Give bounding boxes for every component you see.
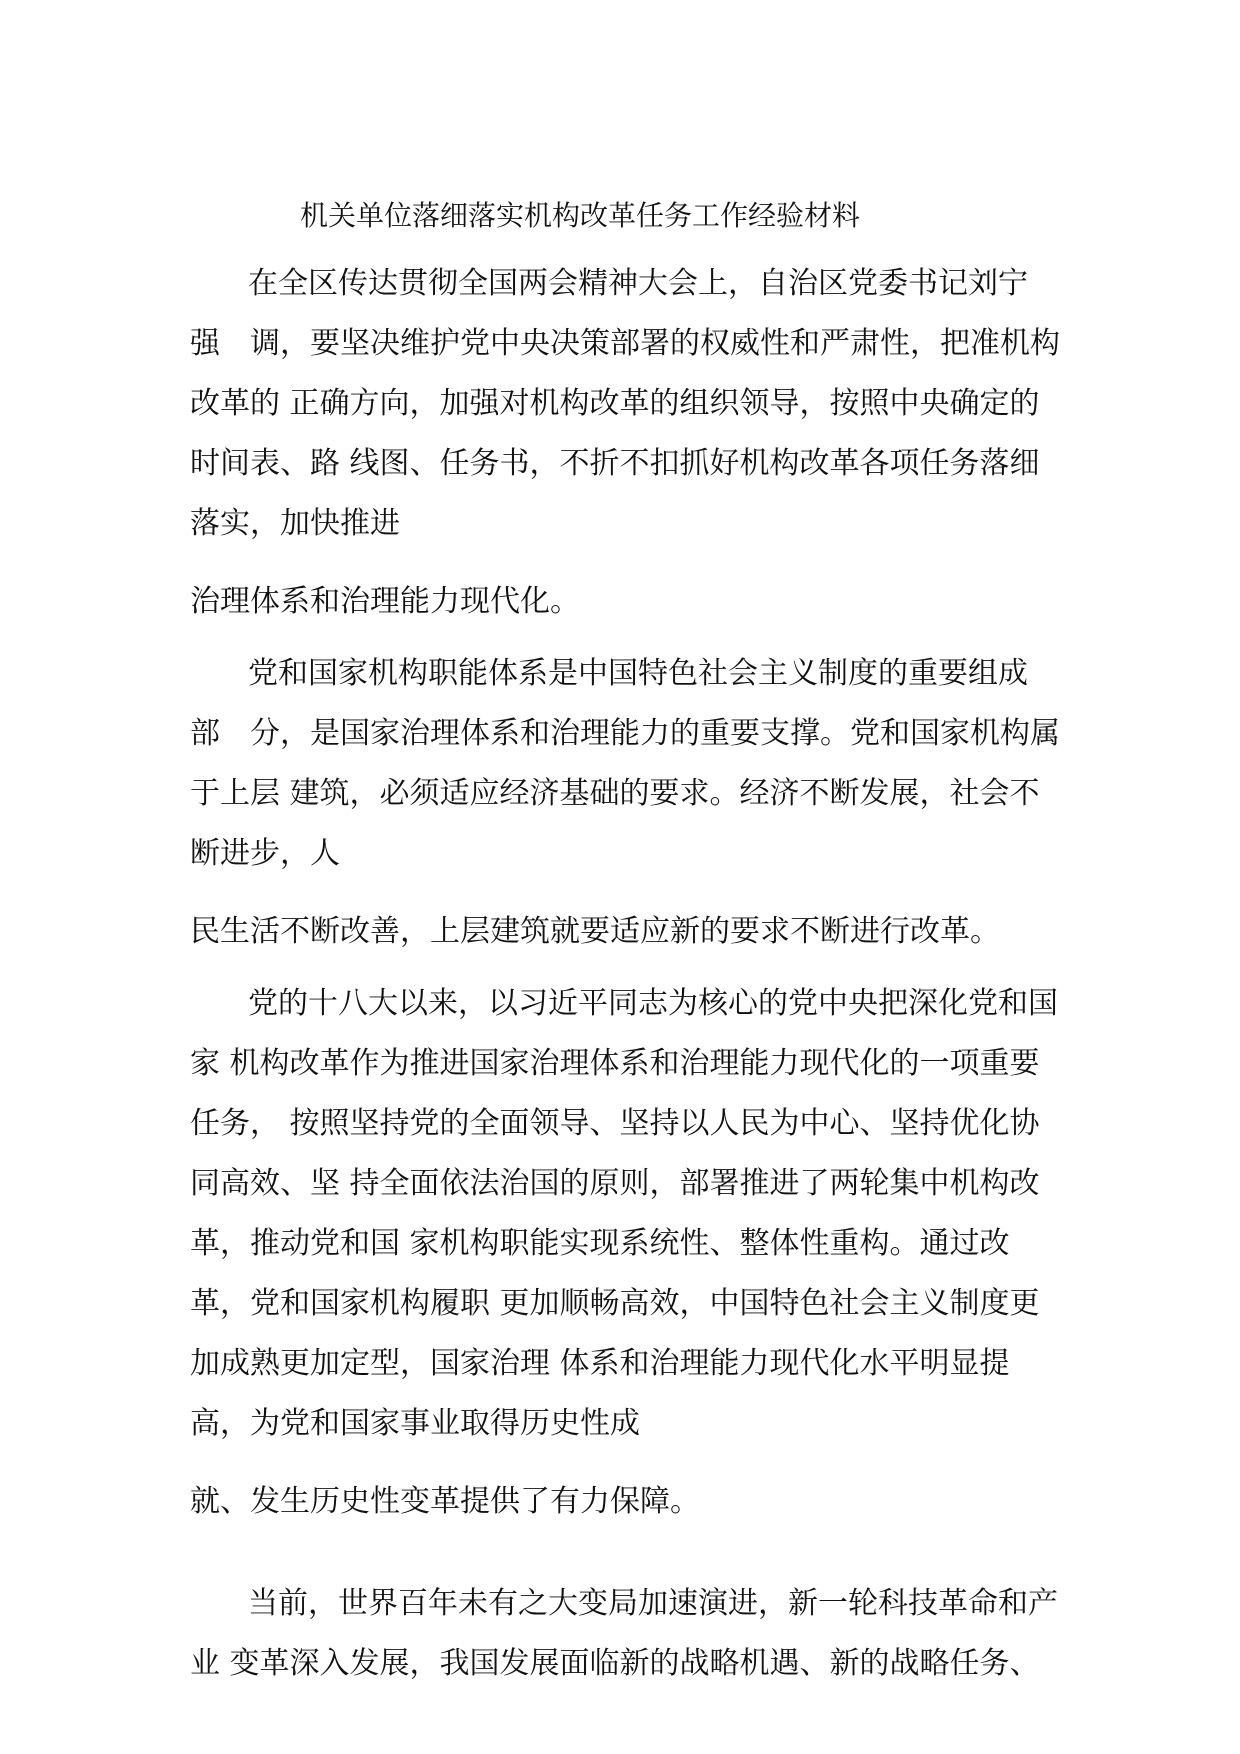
paragraph-1-line-4: 时间表、路 线图、任务书，不折不扣抓好机构改革各项任务落细: [190, 446, 1040, 481]
paragraph-7-line-2: 业 变革深入发展，我国发展面临新的战略机遇、新的战略任务、: [190, 1646, 1040, 1681]
paragraph-3-line-1: 党和国家机构职能体系是中国特色社会主义制度的重要组成: [248, 656, 1028, 691]
paragraph-2-line-1: 治理体系和治理能力现代化。: [190, 584, 580, 619]
paragraph-5-line-5: 革，推动党和国 家机构职能实现系统性、整体性重构。通过改: [190, 1226, 1010, 1261]
paragraph-6-line-1: 就、发生历史性变革提供了有力保障。: [190, 1484, 700, 1519]
paragraph-7-line-1: 当前，世界百年未有之大变局加速演进，新一轮科技革命和产: [248, 1586, 1058, 1621]
paragraph-3-line-4: 断进步，人: [190, 836, 340, 871]
paragraph-1-line-2: 强 调，要坚决维护党中央决策部署的权威性和严肃性，把准机构: [190, 326, 1060, 361]
paragraph-1-line-3: 改革的 正确方向，加强对机构改革的组织领导，按照中央确定的: [190, 386, 1040, 421]
paragraph-5-line-3: 任务， 按照坚持党的全面领导、坚持以人民为中心、坚持优化协: [190, 1106, 1040, 1141]
paragraph-1-line-5: 落实，加快推进: [190, 506, 400, 541]
paragraph-1-line-1: 在全区传达贯彻全国两会精神大会上，自治区党委书记刘宁: [248, 266, 1028, 301]
paragraph-5-line-4: 同高效、坚 持全面依法治国的原则，部署推进了两轮集中机构改: [190, 1166, 1040, 1201]
paragraph-3-line-3: 于上层 建筑，必须适应经济基础的要求。经济不断发展，社会不: [190, 776, 1040, 811]
paragraph-5-line-7: 加成熟更加定型，国家治理 体系和治理能力现代化水平明显提: [190, 1346, 1010, 1381]
document-title: 机关单位落细落实机构改革任务工作经验材料: [300, 199, 861, 232]
paragraph-5-line-2: 家 机构改革作为推进国家治理体系和治理能力现代化的一项重要: [190, 1046, 1040, 1081]
paragraph-5-line-1: 党的十八大以来，以习近平同志为核心的党中央把深化党和国: [248, 986, 1058, 1021]
paragraph-5-line-8: 高，为党和国家事业取得历史性成: [190, 1406, 640, 1441]
paragraph-4-line-1: 民生活不断改善，上层建筑就要适应新的要求不断进行改革。: [190, 914, 1000, 949]
paragraph-5-line-6: 革，党和国家机构履职 更加顺畅高效，中国特色社会主义制度更: [190, 1286, 1040, 1321]
paragraph-3-line-2: 部 分，是国家治理体系和治理能力的重要支撑。党和国家机构属: [190, 716, 1060, 751]
